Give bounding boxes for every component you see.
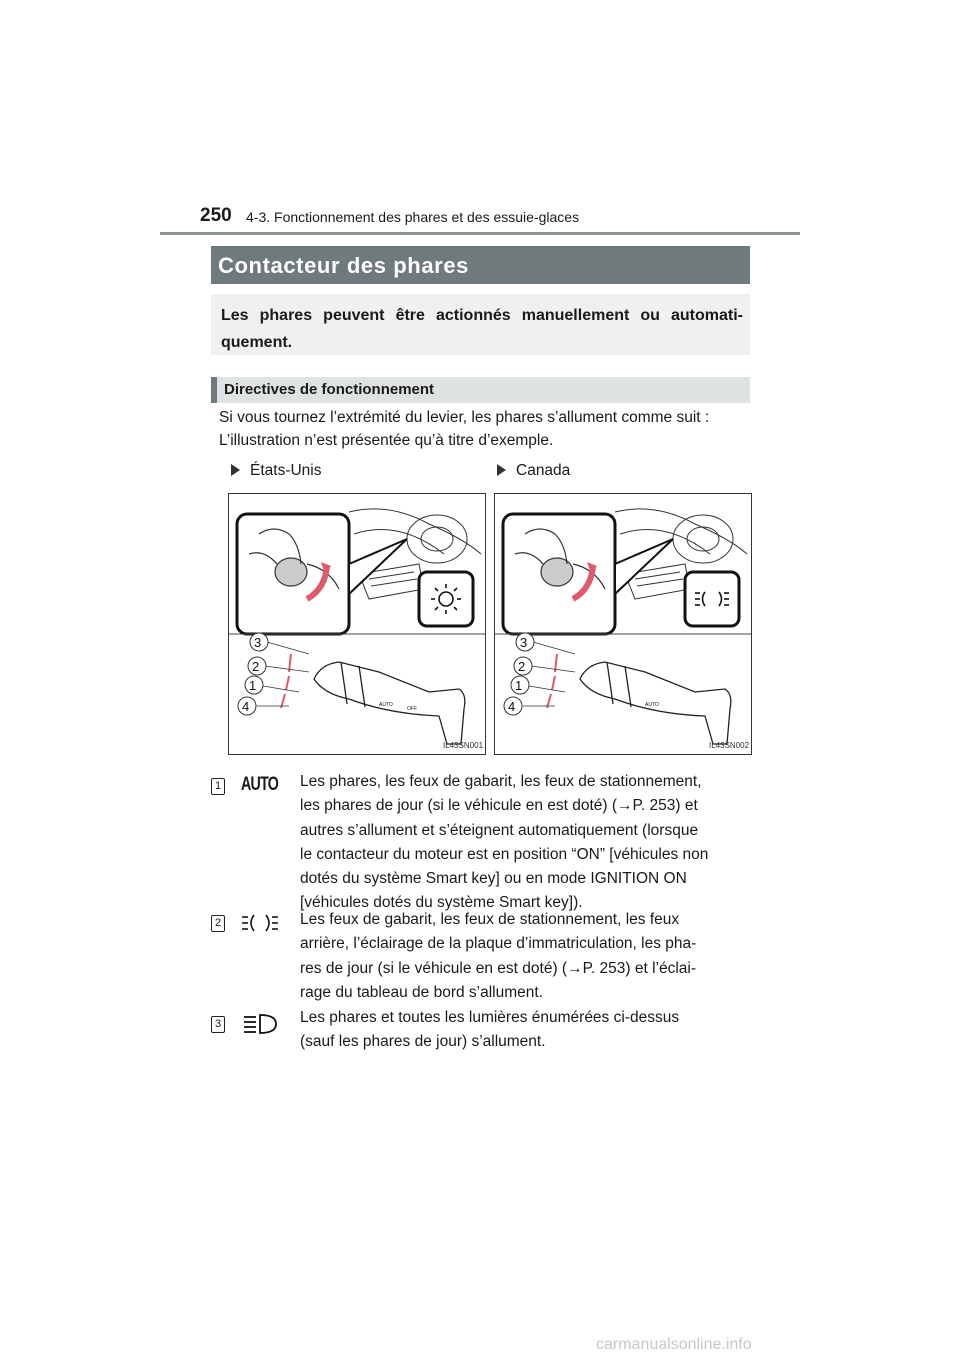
callout-3: 3 xyxy=(254,635,262,650)
headlight-switch-illustration xyxy=(229,494,485,754)
callout-4: 4 xyxy=(242,699,250,714)
callout-1: 1 xyxy=(515,678,523,693)
item-number-badge: 1 xyxy=(211,778,225,795)
item-2-text: Les feux de gabarit, les feux de stationnement, les feux arrière, l’éclairage de la plaque d’immatriculation, les pha- res de jour (si le véhicule en est doté) (→P. 253) et l’éclai- rage du tableau de bord s’allument. xyxy=(300,911,697,1001)
subheading: Directives de fonctionnement xyxy=(224,381,435,398)
page-number: 250 xyxy=(200,205,232,226)
parking-lights-icon xyxy=(240,912,280,934)
lever-auto-label: AUTO xyxy=(379,702,393,708)
triangle-bullet-icon xyxy=(231,464,240,476)
body-line-2: L’illustration n’est présentée qu’à titre d’exemple. xyxy=(219,432,554,449)
item-number-badge: 3 xyxy=(211,1016,225,1033)
page-title: Contacteur des phares xyxy=(218,253,470,278)
lever-off-label: OFF xyxy=(407,706,417,712)
body-line-1: Si vous tournez l’extrémité du levier, les phares s’allument comme suit : xyxy=(219,409,710,426)
intro-text: Les phares peuvent être actionnés manuellement ou automati-quement. xyxy=(221,307,743,351)
subheading-accent-bar xyxy=(211,377,217,403)
figure-caption-canada: Canada xyxy=(497,462,570,480)
figure-caption-usa: États-Unis xyxy=(231,462,322,480)
callout-2: 2 xyxy=(518,659,526,674)
figure-usa xyxy=(228,493,486,755)
figure-code: IL43SN002 xyxy=(709,741,750,750)
callout-2: 2 xyxy=(252,659,260,674)
watermark: carmanualsonline.info xyxy=(596,1336,752,1353)
section-title: 4-3. Fonctionnement des phares et des essuie-glaces xyxy=(246,209,580,225)
triangle-bullet-icon xyxy=(497,464,506,476)
callout-3: 3 xyxy=(520,635,528,650)
auto-icon: AUTO xyxy=(241,774,279,795)
lever-auto-label: AUTO xyxy=(645,702,659,708)
item-1-text: Les phares, les feux de gabarit, les feux de stationnement, les phares de jour (si le véhicule en est doté) (→P. 253) et autres s’allument et s’éteignent automatiquement (lorsque le contacteur du moteur est en position “ON” [véhicules non dotés du système Smart key] ou en mode IGNITION ON [véhicules dotés du système Smart key]). xyxy=(300,773,709,912)
callout-1: 1 xyxy=(249,678,257,693)
figure-code: IL43SN001 xyxy=(443,741,484,750)
callout-4: 4 xyxy=(508,699,516,714)
header-rule xyxy=(160,232,800,235)
figure-canada xyxy=(494,493,752,755)
headlight-switch-illustration xyxy=(495,494,751,754)
item-number-badge: 2 xyxy=(211,915,225,932)
item-3-text: Les phares et toutes les lumières énumérées ci-dessus (sauf les phares de jour) s’allument. xyxy=(300,1009,680,1051)
headlight-icon xyxy=(240,1011,280,1037)
